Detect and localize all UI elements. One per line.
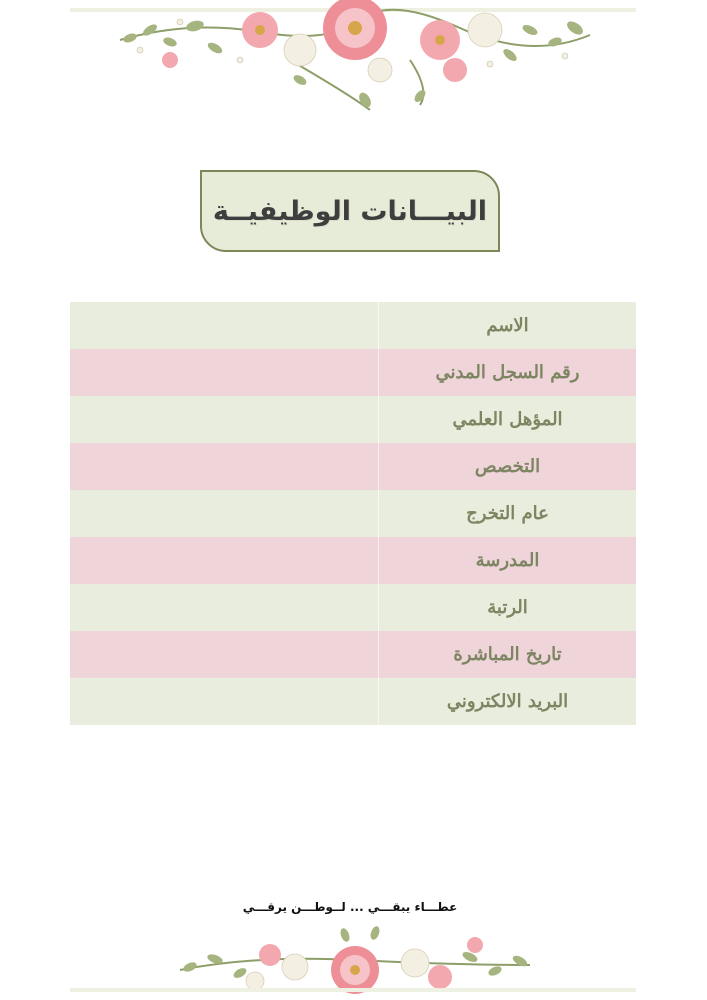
field-value-name[interactable] (70, 302, 379, 349)
field-value-rank[interactable] (70, 584, 379, 631)
table-row (70, 349, 636, 396)
employee-data-table (70, 302, 636, 725)
field-label-email: البريد الالكتروني (446, 691, 569, 712)
field-label-specialization: التخصص (474, 456, 541, 477)
field-value-start-date[interactable] (70, 631, 379, 678)
field-value-email[interactable] (70, 678, 379, 725)
field-value-qualification[interactable] (70, 396, 379, 443)
section-title-box (200, 170, 500, 252)
footer-slogan: عطـــاء يبقـــي ... لــوطـــن يرقـــي (242, 900, 458, 914)
table-row (70, 302, 636, 349)
top-floral-garland-icon (110, 0, 600, 120)
table-row (70, 490, 636, 537)
field-label-graduation-year: عام التخرج (466, 503, 549, 524)
page-title: البيـــانات الوظيفيــة (212, 195, 488, 227)
table-row (70, 537, 636, 584)
field-value-graduation-year[interactable] (70, 490, 379, 537)
bottom-decor-band (70, 988, 636, 992)
table-row (70, 584, 636, 631)
field-value-specialization[interactable] (70, 443, 379, 490)
field-label-start-date: تاريخ المباشرة (453, 644, 562, 665)
field-label-school: المدرسة (475, 550, 540, 571)
field-label-rank: الرتبة (487, 597, 528, 618)
table-row (70, 678, 636, 725)
field-value-school[interactable] (70, 537, 379, 584)
table-row (70, 631, 636, 678)
field-value-civil-id[interactable] (70, 349, 379, 396)
table-row (70, 443, 636, 490)
table-row (70, 396, 636, 443)
field-label-civil-id: رقم السجل المدني (435, 362, 580, 383)
field-label-qualification: المؤهل العلمي (452, 409, 563, 430)
field-label-name: الاسم (486, 315, 529, 336)
